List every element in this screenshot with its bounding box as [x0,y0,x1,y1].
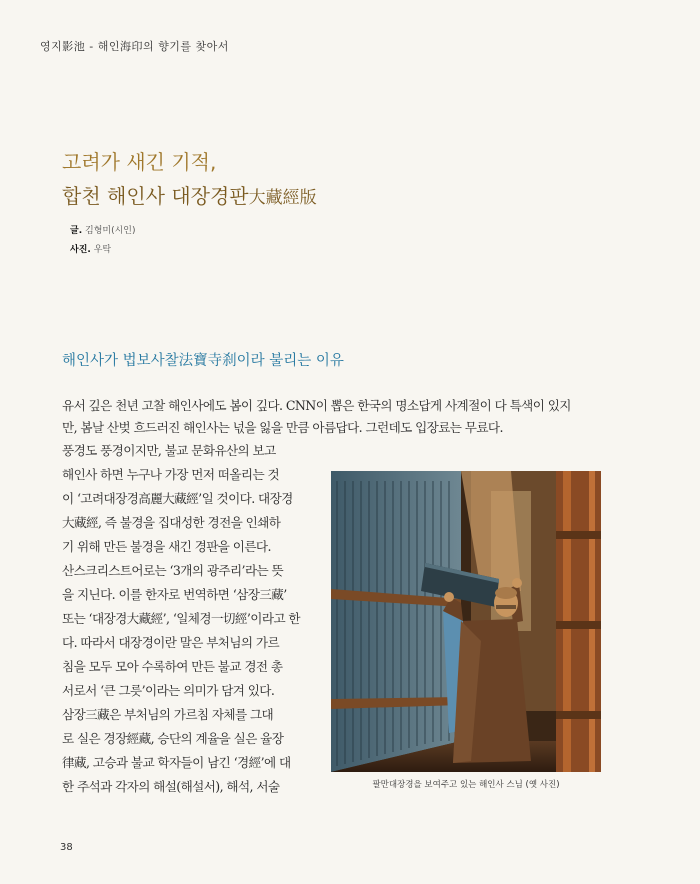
article-title-main: 합천 해인사 대장경판 [62,184,249,208]
body-line: 침을 모두 모아 수록하여 만든 불교 경전 총 [62,659,283,674]
body-line: 大藏經, 즉 불경을 집대성한 경전을 인쇄하 [62,515,281,530]
intro-line: 유서 깊은 천년 고찰 해인사에도 봄이 깊다. CNN이 뽑은 한국의 명소답게 사계절이 다 특색이 있지 [62,398,571,413]
writer-label: 글. [70,226,83,236]
page-number: 38 [60,842,73,853]
body-line: 로 실은 경장經藏, 승단의 계율을 실은 율장 [62,731,284,746]
writer-credit [70,223,136,236]
body-line: 산스크리스트어로는 ‘3개의 광주리’라는 뜻 [62,563,284,578]
body-column [62,439,298,799]
monk-with-woodblock-photo [331,471,601,772]
body-line: 한 주석과 각자의 해설(해설서), 해석, 서술 [62,779,280,794]
body-line: 을 지닌다. 이를 한자로 번역하면 ‘삼장三藏’ [62,587,287,602]
photo-label: 사진. [70,245,91,255]
body-line: 이 ‘고려대장경高麗大藏經’일 것이다. 대장경 [62,491,293,506]
writer-name: 김형미(시인) [85,226,136,236]
section-heading: 해인사가 법보사찰法寶寺刹이라 불리는 이유 [62,353,344,369]
photo-caption: 팔만대장경을 보여주고 있는 해인사 스님 (옛 사진) [372,780,560,790]
article-title-line2 [62,180,317,209]
body-line: 삼장三藏은 부처님의 가르침 자체를 그대 [62,707,274,722]
body-line: 또는 ‘대장경大藏經’, ‘일체경一切經’이라고 한 [62,611,300,626]
intro-paragraph [62,395,607,439]
article-title-hanja: 大藏經版 [248,188,317,208]
body-line: 풍경도 풍경이지만, 불교 문화유산의 보고 [62,443,276,458]
body-line: 기 위해 만든 불경을 새긴 경판을 이른다. [62,539,271,554]
article-title-line1: 고려가 새긴 기적, [62,150,217,174]
body-line: 다. 따라서 대장경이란 말은 부처님의 가르 [62,635,280,650]
body-line: 서로서 ‘큰 그릇’이라는 의미가 담겨 있다. [62,683,275,698]
body-line: 律藏, 고승과 불교 학자들이 남긴 ‘경經’에 대 [62,755,291,770]
intro-line: 만, 봄날 산벚 흐드러진 해인사는 넋을 잃을 만큼 아름답다. 그런데도 입장료는 무료다. [62,420,503,435]
running-header: 영지影池 - 해인海印의 향기를 찾아서 [40,40,229,53]
photo-credit [70,242,111,255]
body-line: 해인사 하면 누구나 가장 먼저 떠올리는 것 [62,467,280,482]
photographer-name: 우탁 [93,245,112,255]
